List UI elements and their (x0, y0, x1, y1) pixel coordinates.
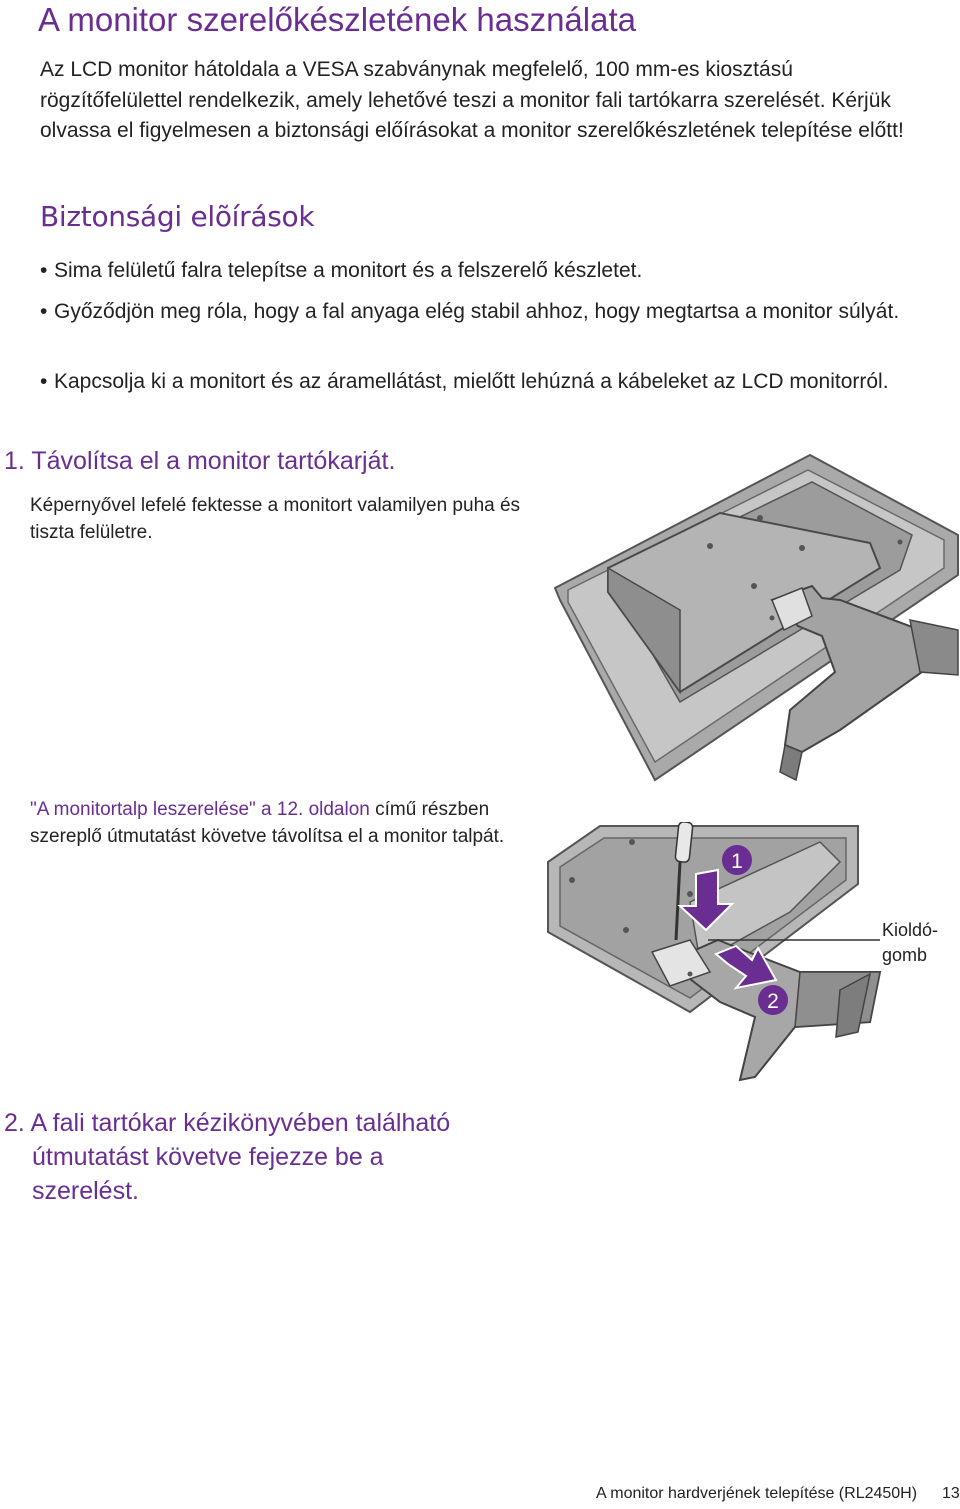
safety-bullet-3 (40, 367, 945, 397)
page-title: A monitor szerelőkészletének használata (38, 1, 636, 38)
step-marker-1: 1 (731, 850, 743, 873)
step-2-line-1: A fali tartókar kézikönyvében található (30, 1109, 451, 1137)
bullet-marker: • (40, 300, 48, 323)
footer-title: A monitor hardverjének telepítése (RL2450H) (596, 1485, 918, 1502)
release-label-line-2: gomb (882, 945, 928, 965)
bullet-text: Kapcsolja ki a monitort és az áramellátást, mielőtt lehúzná a kábeleket az LCD monitorról. (54, 370, 889, 393)
intro-paragraph: Az LCD monitor hátoldala a VESA szabványnak megfelelő, 100 mm-es kiosztású rögzítőfelülettel rendelkezik, amely lehetővé teszi a monitor fali tartókarra szerelését. Kérjük olvassa el figyelmesen a biztonsági előírásokat a monitor szerelőkészletének telepítése előtt! (40, 58, 904, 142)
release-label-line-1: Kioldó- (882, 920, 939, 940)
safety-heading: Biztonsági elõírások (40, 200, 315, 233)
step-marker-2: 2 (767, 990, 779, 1013)
step-2-number: 2. (4, 1109, 25, 1137)
bullet-text: Győződjön meg róla, hogy a fal anyaga elég stabil ahhoz, hogy megtartsa a monitor súlyát. (54, 300, 900, 323)
step-1-title: Távolítsa el a monitor tartókarját. (31, 447, 396, 475)
step-1-text: Képernyővel lefelé fektesse a monitort valamilyen puha és tiszta felületre. (30, 495, 521, 543)
safety-bullet-1 (40, 256, 945, 286)
step-1b-text (30, 796, 530, 850)
bullet-marker: • (40, 259, 48, 282)
bullet-text: Sima felületű falra telepítse a monitort és a felszerelő készletet. (54, 259, 643, 282)
page-number: 13 (942, 1485, 960, 1502)
step-1-heading (4, 444, 395, 478)
safety-bullet-2 (40, 297, 945, 327)
monitor-back-illustration (540, 440, 960, 790)
bullet-marker: • (40, 370, 48, 393)
release-button-label (882, 918, 938, 968)
step-1b-rest: című részben szereplő útmutatást követve távolítsa el a monitor talpát. (30, 799, 505, 847)
manual-page-link[interactable]: "A monitortalp leszerelése" a 12. oldalon (30, 799, 370, 820)
step-2-line-2: útmutatást követve fejezze be a (32, 1143, 384, 1171)
step-2-heading (4, 1106, 450, 1208)
step-2-line-3: szerelést. (32, 1177, 139, 1205)
step-1-number: 1. (4, 447, 25, 475)
